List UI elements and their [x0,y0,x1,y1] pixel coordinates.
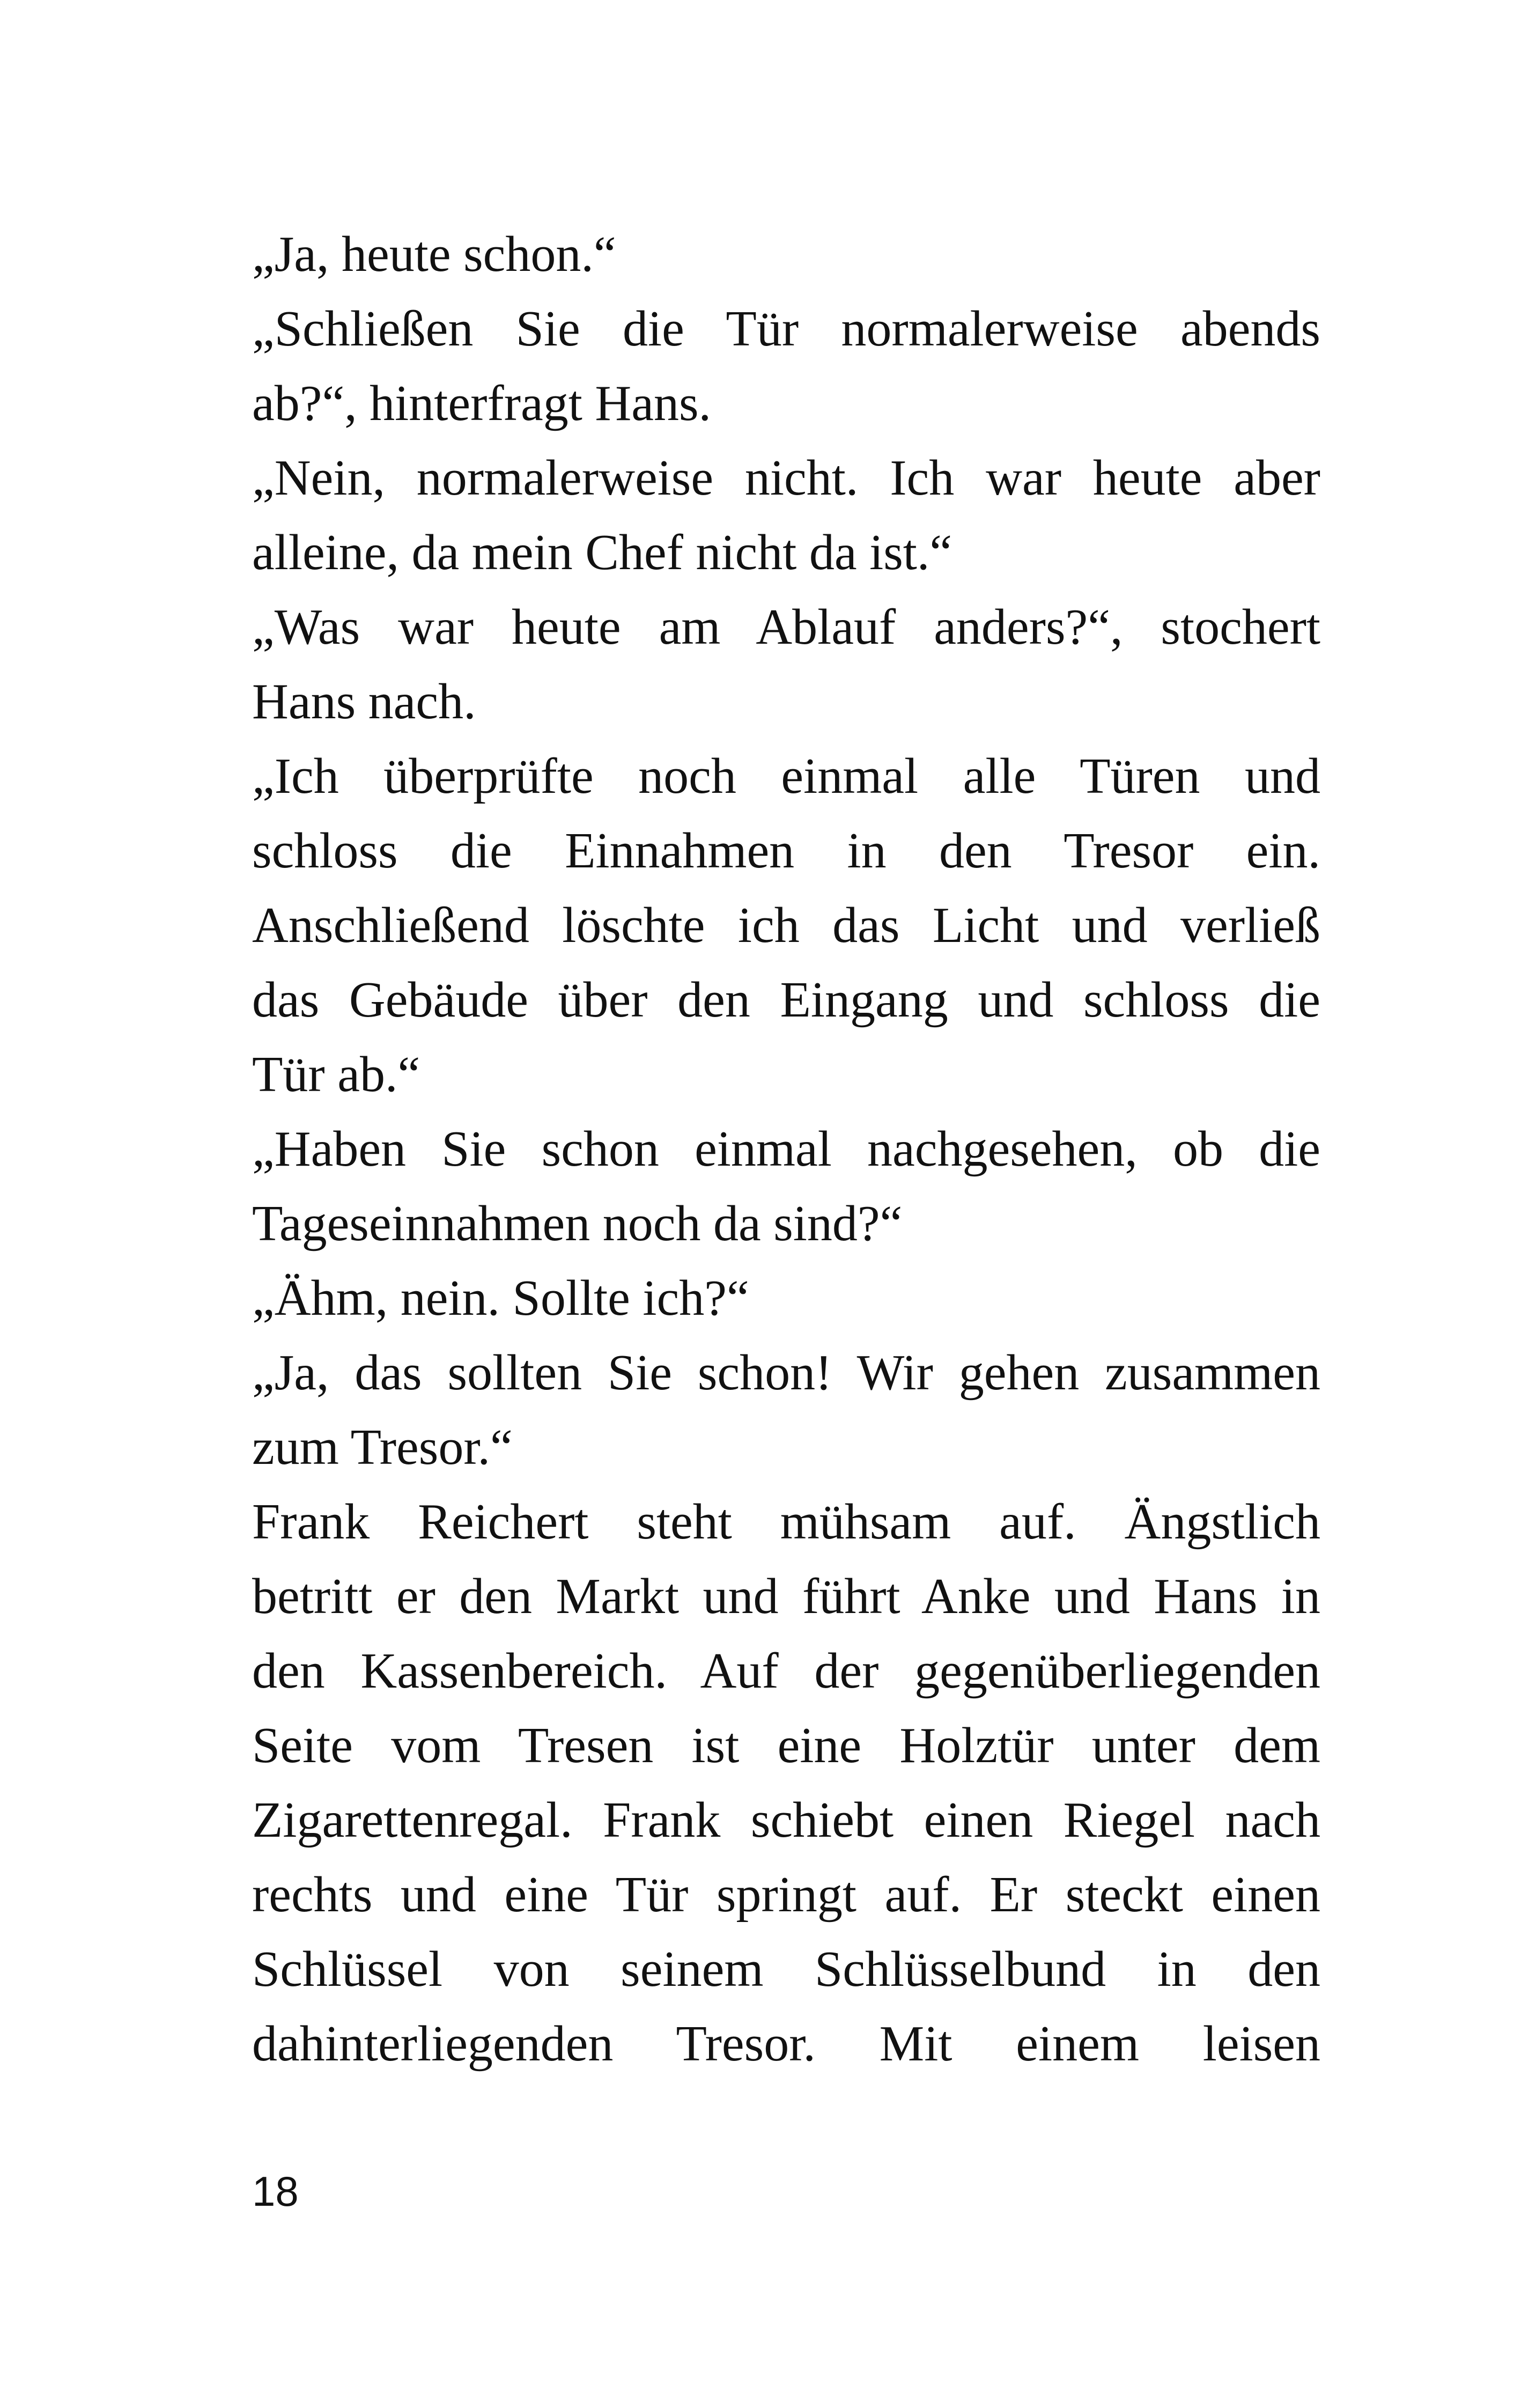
text-line: „Ich überprüfte noch einmal alle Türen und [252,748,1320,804]
text-line: zum Tresor.“ [252,1419,513,1475]
text-line: „Nein, normalerweise nicht. Ich war heute aber [252,450,1320,506]
text-line: rechts und eine Tür springt auf. Er steckt einen [252,1867,1320,1923]
text-line: „Ähm, nein. Sollte ich?“ [252,1270,749,1326]
text-line: „Haben Sie schon einmal nachgesehen, ob die [252,1121,1320,1177]
text-line: schloss die Einnahmen in den Tresor ein. [252,823,1320,879]
text-line: Tageseinnahmen noch da sind?“ [252,1196,903,1251]
text-line: „Was war heute am Ablauf anders?“, stochert [252,599,1320,655]
text-line: „Schließen Sie die Tür normalerweise abends [252,301,1320,357]
text-line: das Gebäude über den Eingang und schloss die [252,972,1320,1028]
text-line: „Ja, heute schon.“ [252,226,616,282]
page-number: 18 [252,2168,299,2215]
text-line: Hans nach. [252,674,476,730]
text-line: alleine, da mein Chef nicht da ist.“ [252,525,953,580]
text-line: dahinterliegenden Tresor. Mit einem leisen [252,2016,1320,2072]
text-line: den Kassenbereich. Auf der gegenüberliegenden [252,1643,1320,1699]
text-line: Zigarettenregal. Frank schiebt einen Riegel nach [252,1792,1320,1848]
text-line: Anschließend löschte ich das Licht und verließ [252,897,1320,953]
text-line: Tür ab.“ [252,1047,420,1102]
text-line: Schlüssel von seinem Schlüsselbund in den [252,1941,1320,1997]
text-line: ab?“, hinterfragt Hans. [252,375,712,431]
text-line: Seite vom Tresen ist eine Holztür unter dem [252,1718,1320,1773]
text-line: Frank Reichert steht mühsam auf. Ängstlich [252,1494,1320,1550]
text-line: „Ja, das sollten Sie schon! Wir gehen zusammen [252,1345,1320,1401]
body-text [252,217,1320,2081]
text-line: betritt er den Markt und führt Anke und Hans in [252,1568,1320,1624]
